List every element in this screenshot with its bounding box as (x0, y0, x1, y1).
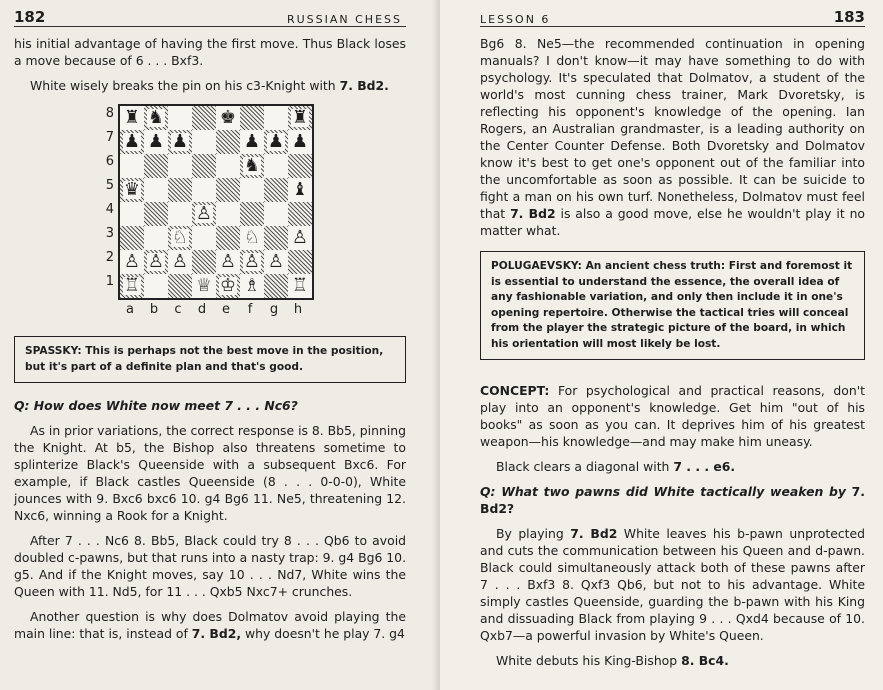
board-square-f3 (240, 226, 264, 250)
rank-labels (98, 102, 114, 294)
right-page (440, 0, 883, 690)
board-square-h2 (288, 250, 312, 274)
paragraph: After 7 . . . Nc6 8. Bb5, Black could try 8 . . . Qb6 to avoid doubled c-pawns, but that runs into a nasty trap: 9. g4 Bg6 10. g5. And if the Knight moves, say 10 . . . Nd7, White wins the Queen with 11. Nd5, for 11 . . . Qxb5 Nxc7+ crunches. (14, 533, 407, 599)
board-square-g7 (264, 130, 288, 154)
chess-piece: ♟ (171, 131, 189, 152)
board-square-g5 (264, 178, 288, 202)
board-square-c3 (168, 226, 192, 250)
file-label: c (174, 302, 182, 317)
board-square-h8 (288, 106, 312, 130)
paragraph: White debuts his King-Bishop 8. Bc4. (496, 653, 729, 668)
rank-label: 3 (105, 226, 114, 241)
board-square-d5 (192, 178, 216, 202)
board-square-h6 (288, 154, 312, 178)
board-square-e8 (216, 106, 240, 130)
board-square-h7 (288, 130, 312, 154)
move-notation: 7. Bd2. (339, 78, 389, 93)
board-square-c6 (168, 154, 192, 178)
quote-text: This is perhaps not the best move in the position, but it's part of a definite plan and that's good. (25, 345, 384, 373)
board-square-b3 (144, 226, 168, 250)
file-label: f (247, 302, 253, 317)
file-label: b (149, 302, 159, 317)
question-heading: Q: What two pawns did White tactically weaken by 7. Bd2? (480, 484, 865, 516)
board-square-b8 (144, 106, 168, 130)
chess-piece: ♙ (195, 203, 213, 224)
chess-board (118, 104, 314, 300)
paragraph: White wisely breaks the pin on his c3-Knight with 7. Bd2. (30, 78, 389, 93)
page-number-right: 183 (833, 8, 865, 26)
quote-speaker: SPASSKY: (25, 345, 82, 357)
board-square-f8 (240, 106, 264, 130)
board-square-d4 (192, 202, 216, 226)
chess-piece: ♜ (291, 107, 309, 128)
left-page-header (14, 0, 406, 27)
board-square-b6 (144, 154, 168, 178)
rank-label: 2 (105, 250, 114, 265)
chess-piece: ♙ (291, 227, 309, 248)
board-square-c7 (168, 130, 192, 154)
file-label: a (126, 302, 134, 317)
chess-diagram (14, 102, 406, 322)
chess-piece: ♚ (219, 107, 237, 128)
question-heading: Q: How does White now meet 7 . . . Nc6? (14, 398, 298, 413)
board-square-d7 (192, 130, 216, 154)
board-square-c5 (168, 178, 192, 202)
board-square-d8 (192, 106, 216, 130)
board-square-d6 (192, 154, 216, 178)
move-notation: 7. Bd2, (191, 626, 242, 641)
board-square-f4 (240, 202, 264, 226)
board-square-g6 (264, 154, 288, 178)
board-square-h4 (288, 202, 312, 226)
paragraph: his initial advantage of having the first move. Thus Black loses a move because of 6 . . . Bxf3. (14, 36, 406, 68)
board-square-a3 (120, 226, 144, 250)
chess-piece: ♟ (123, 131, 141, 152)
chess-piece: ♟ (267, 131, 285, 152)
chess-piece: ♞ (147, 107, 165, 128)
file-label: d (197, 302, 207, 317)
chess-piece: ♟ (147, 131, 165, 152)
chess-piece: ♔ (219, 275, 237, 296)
board-square-f6 (240, 154, 264, 178)
board-square-h3 (288, 226, 312, 250)
left-page (0, 0, 440, 690)
board-square-b1 (144, 274, 168, 298)
board-square-b2 (144, 250, 168, 274)
paragraph: As in prior variations, the correct response is 8. Bb5, pinning the Knight. At b5, the Bishop also threatens sometime to splinterize Black's Queenside with a subsequent Bxc6. For example, if Black castles Queenside (8 . . . 0-0-0), White jounces with 9. Bxc6 bxc6 10. g4 Bg6 11. Ne5, threatening 12. Nxc6, winning a Rook for a Knight. (14, 423, 406, 523)
board-square-e5 (216, 178, 240, 202)
chess-piece: ♘ (243, 227, 261, 248)
board-square-e1 (216, 274, 240, 298)
rank-label: 8 (105, 106, 114, 121)
chess-piece: ♙ (243, 251, 261, 272)
board-square-g2 (264, 250, 288, 274)
chess-piece: ♖ (291, 275, 309, 296)
rank-label: 1 (105, 274, 114, 289)
board-square-c4 (168, 202, 192, 226)
board-square-b5 (144, 178, 168, 202)
chess-piece: ♟ (291, 131, 309, 152)
board-square-a5 (120, 178, 144, 202)
board-square-d2 (192, 250, 216, 274)
board-square-c2 (168, 250, 192, 274)
board-square-g8 (264, 106, 288, 130)
board-square-g3 (264, 226, 288, 250)
chess-piece: ♙ (171, 251, 189, 272)
file-label: h (293, 302, 303, 317)
board-square-d3 (192, 226, 216, 250)
board-square-c8 (168, 106, 192, 130)
board-square-f5 (240, 178, 264, 202)
chess-piece: ♕ (195, 275, 213, 296)
chess-piece: ♙ (123, 251, 141, 272)
chess-piece: ♛ (123, 179, 141, 200)
rank-label: 7 (105, 130, 114, 145)
move-notation: 7. Bd2? (480, 484, 865, 516)
chess-piece: ♖ (123, 275, 141, 296)
running-title-right: LESSON 6 (480, 13, 551, 26)
chess-piece: ♙ (219, 251, 237, 272)
chess-piece: ♙ (147, 251, 165, 272)
right-page-header (480, 0, 865, 27)
rank-label: 5 (105, 178, 114, 193)
board-square-f2 (240, 250, 264, 274)
file-labels (118, 302, 314, 317)
running-title-left: RUSSIAN CHESS (286, 13, 402, 26)
board-square-a2 (120, 250, 144, 274)
chess-piece: ♞ (243, 155, 261, 176)
board-square-a8 (120, 106, 144, 130)
board-square-c1 (168, 274, 192, 298)
board-square-e6 (216, 154, 240, 178)
board-square-a7 (120, 130, 144, 154)
move-notation: 7. Bd2 (570, 526, 618, 541)
move-notation: 7. Bd2 (510, 206, 556, 221)
board-square-b7 (144, 130, 168, 154)
board-square-e7 (216, 130, 240, 154)
rank-label: 4 (105, 202, 114, 217)
board-square-g1 (264, 274, 288, 298)
board-square-d1 (192, 274, 216, 298)
board-square-f7 (240, 130, 264, 154)
page-number-left: 182 (14, 8, 46, 26)
chess-piece: ♟ (243, 131, 261, 152)
chess-piece: ♜ (123, 107, 141, 128)
move-notation: 8. Bc4. (681, 653, 729, 668)
board-square-e3 (216, 226, 240, 250)
board-square-a6 (120, 154, 144, 178)
file-label: e (222, 302, 230, 317)
board-square-e4 (216, 202, 240, 226)
paragraph: Black clears a diagonal with 7 . . . e6. (496, 459, 736, 474)
board-square-a1 (120, 274, 144, 298)
board-square-e2 (216, 250, 240, 274)
quote-text: An ancient chess truth: First and foremost it is essential to understand the essence, the overall idea of any fashionable variation, and only then include it in one's opening repertoire. Otherwise the tactical tries will conceal from the player the strategic picture of the board, in which his orientation will most likely be lost. (491, 260, 853, 350)
board-square-a4 (120, 202, 144, 226)
board-square-f1 (240, 274, 264, 298)
paragraph: Bg6 8. Ne5—the recommended continuation in opening manuals? I don't know—it may have something to do with psychology. It's speculated that Dolmatov, a student of the world's most cunning chess trainer, Mark Dvoretsky, is reflecting his opponent's knowledge of the opening. Ian Rogers, an Australian grandmaster, is a leading authority on the Center Counter Defense. Both Dvoretsky and Dolmatov know it's best to get one's opponent out of the familiar into the uncomfortable as soon as possible. It can be suicide to fight a man on his own turf. Nonetheless, Dolmatov must feel that 7. Bd2 is also a good move, else he wouldn't play it no matter what. (480, 36, 866, 238)
board-square-h5 (288, 178, 312, 202)
board-square-b4 (144, 202, 168, 226)
move-notation: 7 . . . e6. (673, 459, 736, 474)
chess-piece: ♙ (267, 251, 285, 272)
quote-box-polugaevsky (480, 251, 865, 360)
rank-label: 6 (105, 154, 114, 169)
chess-piece: ♗ (243, 275, 261, 296)
concept-label: CONCEPT: (480, 383, 550, 398)
quote-speaker: POLUGAEVSKY: (491, 260, 582, 272)
paragraph: Another question is why does Dolmatov avoid playing the main line: that is, instead of 7. Bd2, why doesn't he play 7. g4 (14, 609, 406, 641)
board-square-h1 (288, 274, 312, 298)
file-label: g (269, 302, 279, 317)
concept-paragraph: CONCEPT: For psychological and practical reasons, don't play into an opponent's knowledge. Get him "out of his books" as soon as you can. It deprives him of his greatest weapon—his knowledge—and may make him uneasy. (480, 383, 865, 449)
paragraph: By playing 7. Bd2 White leaves his b-pawn unprotected and cuts the communication between his Queen and d-pawn. Black could simultaneously attack both of these pawns after 7 . . . Bxf3 8. Qxf3 Qb6, but not to his advantage. White simply castles Queenside, guarding the b-pawn with his King and dissuading Black from playing 9 . . . Qxd4 because of 10. Qxb7—a powerful invasion by White's Queen. (480, 526, 865, 643)
board-square-g4 (264, 202, 288, 226)
chess-piece: ♘ (171, 227, 189, 248)
quote-box-spassky (14, 336, 406, 383)
chess-piece: ♝ (291, 179, 309, 200)
